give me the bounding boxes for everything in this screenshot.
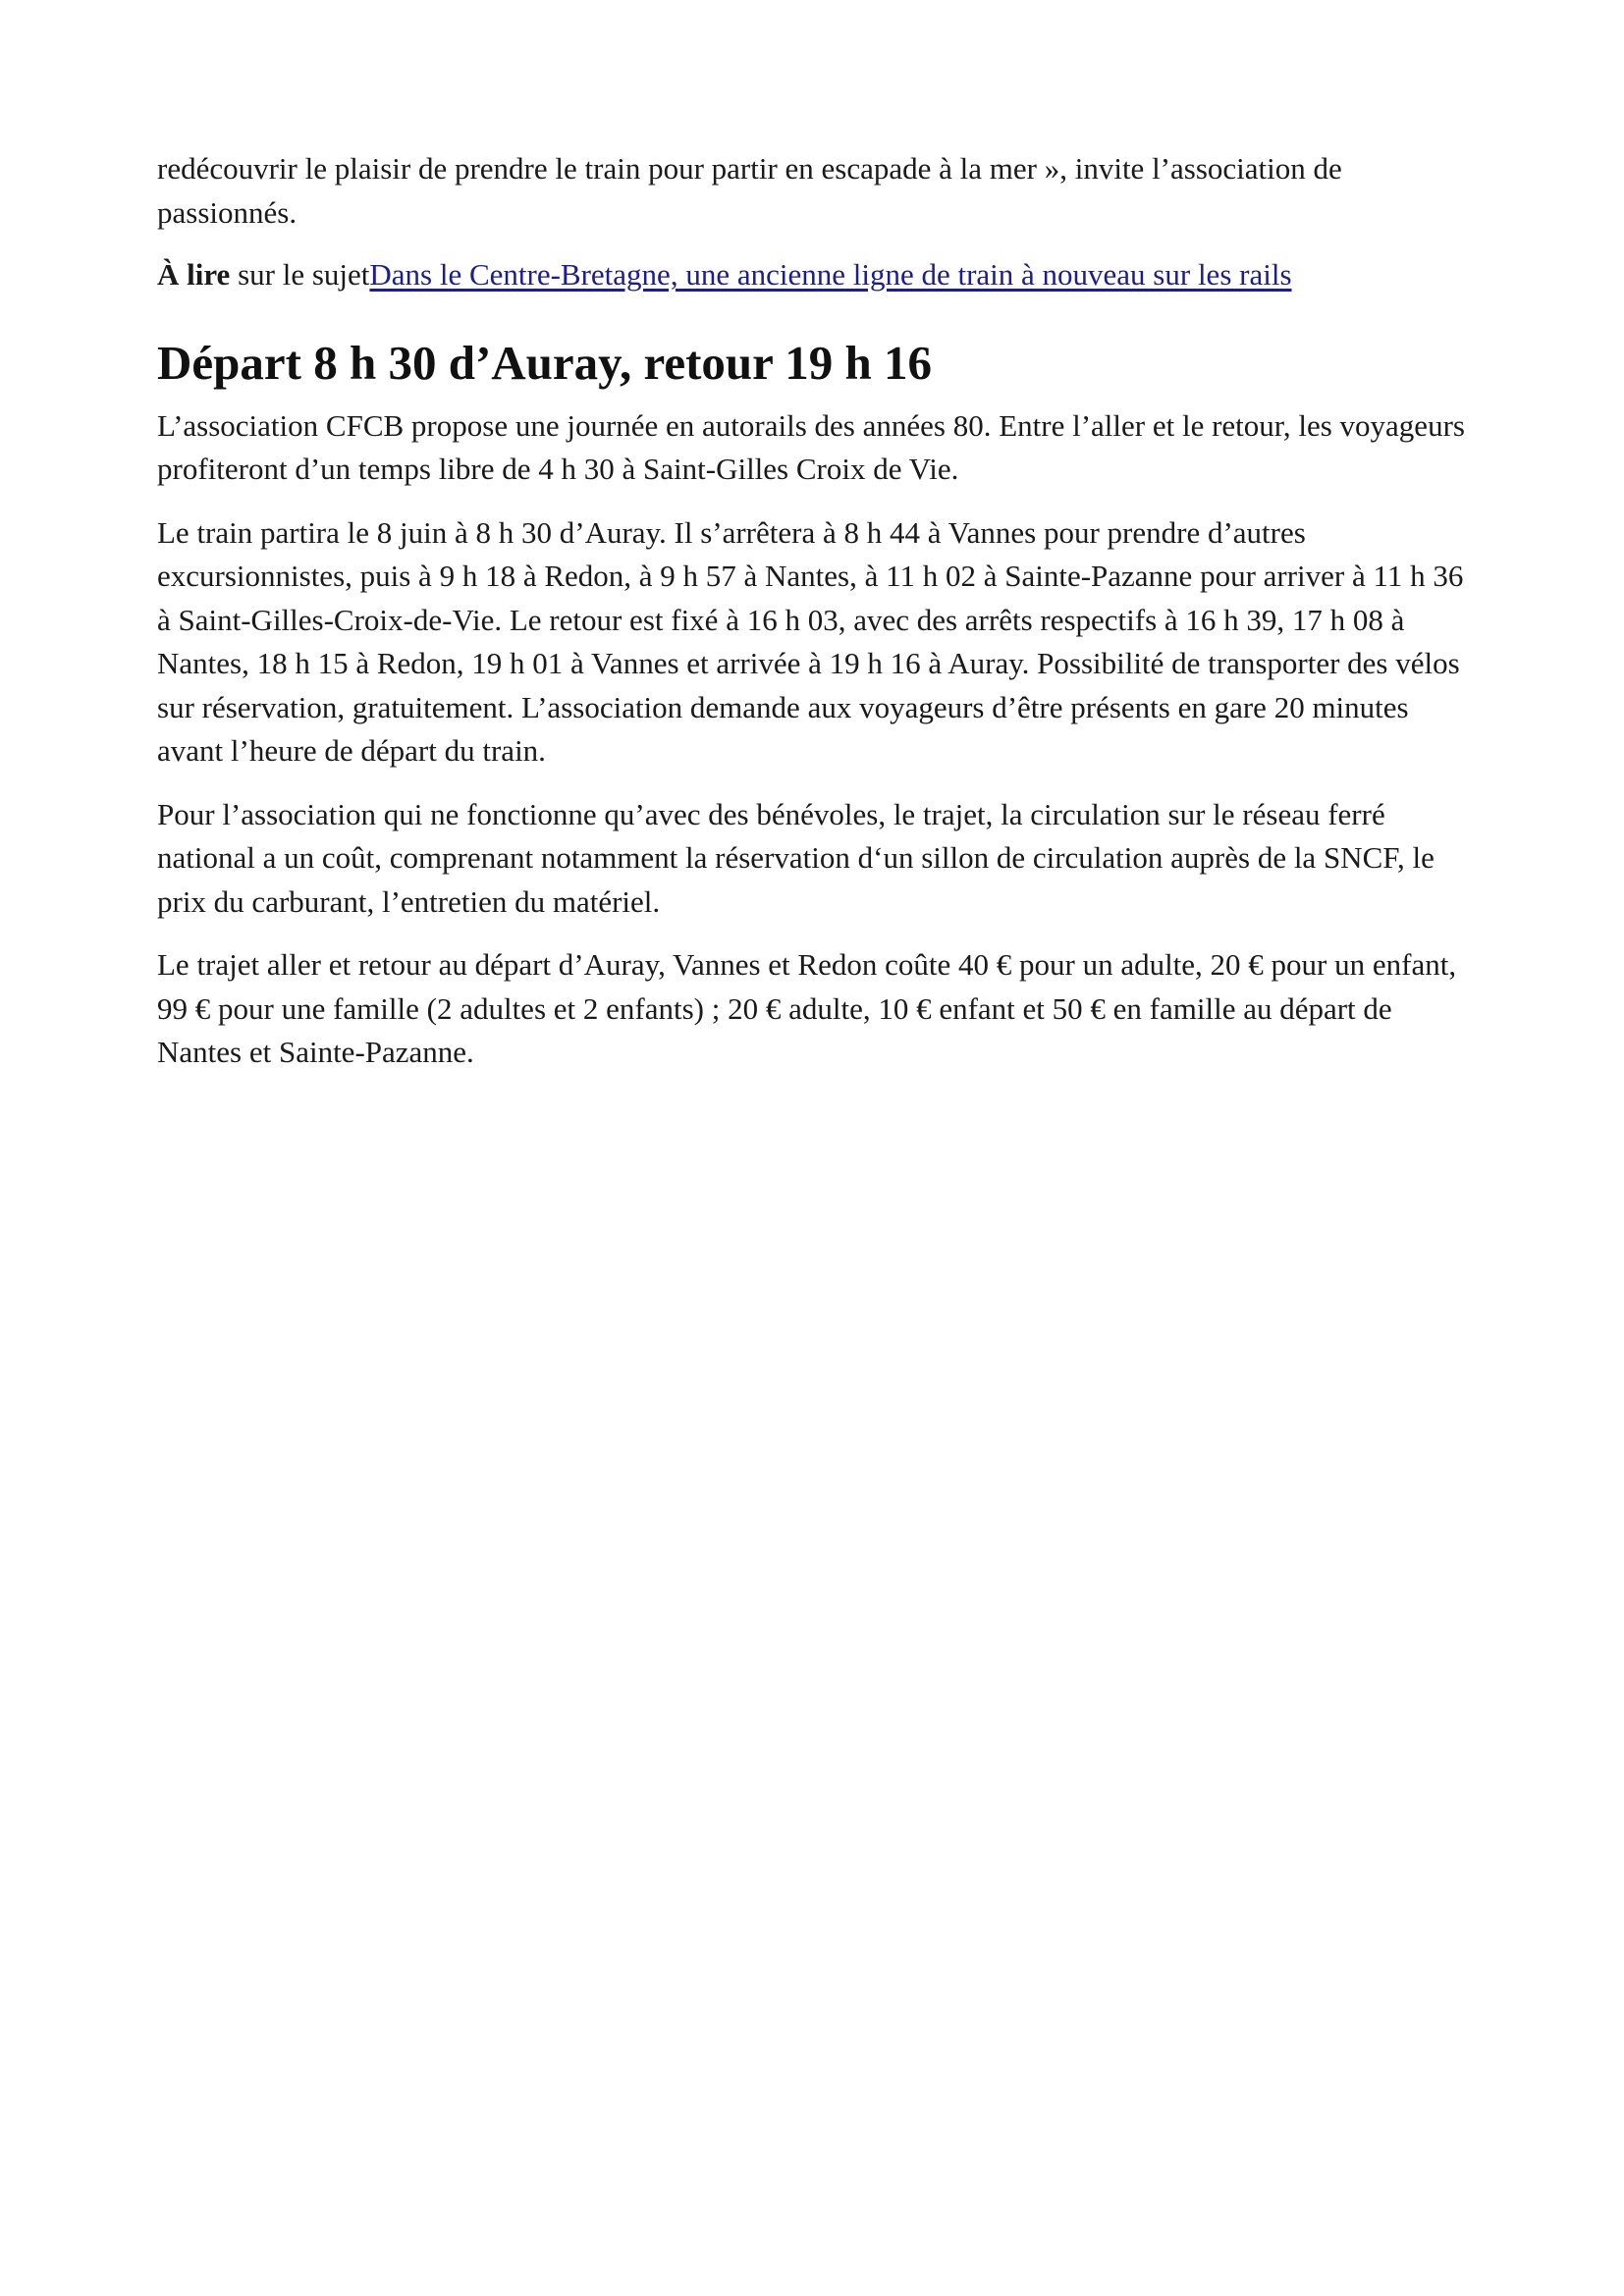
read-more-prefix: sur le sujet <box>230 257 370 292</box>
paragraph-association: L’association CFCB propose une journée en autorails des années 80. Entre l’aller et le retour, les voyageurs profiteront d’un temps libre de 4 h 30 à Saint-Gilles Croix de Vie. <box>157 407 1465 486</box>
intro-paragraph: redécouvrir le plaisir de prendre le train pour partir en escapade à la mer », invite l’association de passionnés. <box>157 151 1342 230</box>
section-heading: Départ 8 h 30 d’Auray, retour 19 h 16 <box>157 335 933 390</box>
paragraph-prices: Le trajet aller et retour au départ d’Auray, Vannes et Redon coûte 40 € pour un adulte, 20 € pour un enfant, 99 € pour une famille (2 adultes et 2 enfants) ; 20 € adulte, 10 € enfant et 50 € en famille au départ de Nantes et Sainte-Pazanne. <box>157 947 1457 1069</box>
read-more-label: À lire <box>157 257 231 292</box>
read-more-line <box>157 253 1473 297</box>
paragraph-costs: Pour l’association qui ne fonctionne qu’avec des bénévoles, le trajet, la circulation sur le réseau ferré national a un coût, comprenant notamment la réservation d‘un sillon de circulation auprès de la SNCF, le prix du carburant, l’entretien du matériel. <box>157 796 1435 919</box>
document-page <box>157 147 1473 1095</box>
related-article-link[interactable]: Dans le Centre-Bretagne, une ancienne ligne de train à nouveau sur les rails <box>369 257 1292 292</box>
paragraph-schedule: Le train partira le 8 juin à 8 h 30 d’Auray. Il s’arrêtera à 8 h 44 à Vannes pour prendre d’autres excursionnistes, puis à 9 h 18 à Redon, à 9 h 57 à Nantes, à 11 h 02 à Sainte-Pazanne pour arriver à 11 h 36 à Saint-Gilles-Croix-de-Vie. Le retour est fixé à 16 h 03, avec des arrêts respectifs à 16 h 39, 17 h 08 à Nantes, 18 h 15 à Redon, 19 h 01 à Vannes et arrivée à 19 h 16 à Auray. Possibilité de transporter des vélos sur réservation, gratuitement. L’association demande aux voyageurs d’être présents en gare 20 minutes avant l’heure de départ du train. <box>157 514 1464 768</box>
